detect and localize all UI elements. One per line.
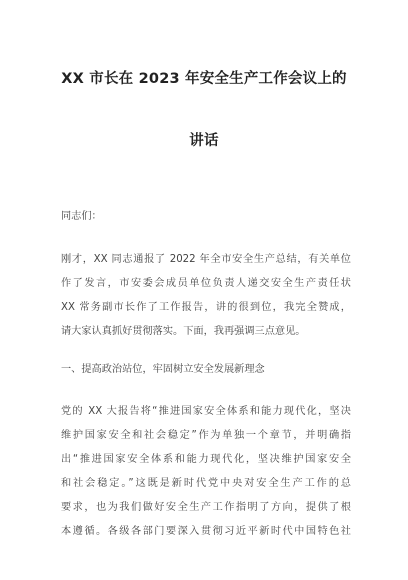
paragraph-line: XX 常务副市长作了工作报告，讲的很到位，我完全赞成， bbox=[61, 302, 351, 313]
paragraph-line: 党的 XX 大报告将“推进国家安全体系和能力现代化，坚决 bbox=[61, 406, 351, 417]
paragraph-line: 作了发言，市安委会成员单位负责人递交安全生产责任状 bbox=[61, 278, 351, 289]
paragraph-line: 维护国家安全和社会稳定”作为单独一个章节，并明确指 bbox=[61, 430, 351, 441]
salutation: 同志们： bbox=[61, 211, 102, 222]
paragraph-line: 要求，也为我们做好安全生产工作指明了方向，提供了根 bbox=[61, 502, 351, 513]
paragraph-line: 出“推进国家安全体系和能力现代化，坚决维护国家安全 bbox=[61, 454, 351, 465]
paragraph-line: 刚才，XX 同志通报了 2022 年全市安全生产总结，有关单位 bbox=[61, 254, 351, 265]
paragraph-line: 本遵循。各级各部门要深入贯彻习近平新时代中国特色社 bbox=[61, 526, 351, 537]
document-title-line-2: 讲话 bbox=[189, 133, 219, 149]
paragraph-line: 请大家认真抓好贯彻落实。下面，我再强调三点意见。 bbox=[61, 326, 306, 337]
document-title-line-1: XX 市长在 2023 年安全生产工作会议上的 bbox=[61, 71, 347, 87]
paragraph-line: 和社会稳定。”这既是新时代党中央对安全生产工作的总 bbox=[61, 478, 351, 489]
section-heading-1: 一、提高政治站位，牢固树立安全发展新理念 bbox=[61, 364, 265, 375]
